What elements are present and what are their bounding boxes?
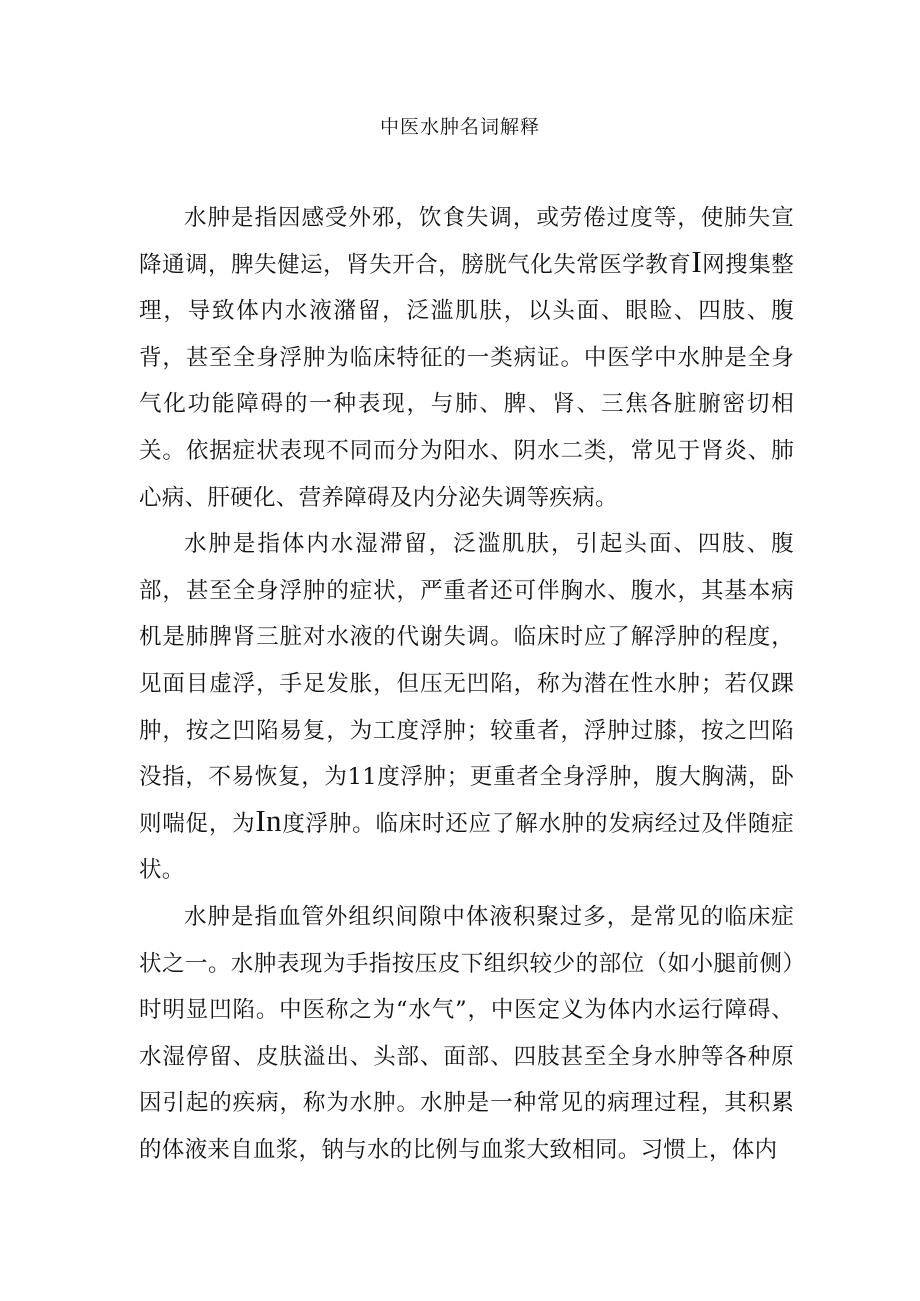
paragraph-2	[139, 521, 794, 894]
paragraph-3	[139, 894, 794, 1174]
paragraph-2-text-b: 度浮肿。临床时还应了解水肿的发病经过及伴随症状。	[139, 810, 794, 884]
paragraph-1-glyph-i: I	[691, 243, 702, 279]
paragraph-3-text-a: 水肿是指血管外组织间隙中体液积聚过多，是常见的临床症状之一。水肿表现为手指按压皮下组织较少的部位（如小腿前侧）时明显凹陷。中医称之为“水气”，中医定义为体内水运行障碍、水湿停留、皮肤溢出、头部、面部、四肢甚至全身水肿等各种原因引起的疾病，称为水肿。水肿是一种常见的病理过程，其积累的体液来自血浆，钠与水的比例与血浆大致相同。习惯上，体内	[139, 903, 794, 1163]
paragraph-2-text-a: 水肿是指体内水湿滞留，泛滥肌肤，引起头面、四肢、腹部，甚至全身浮肿的症状，严重者还可伴胸水、腹水，其基本病机是肺脾肾三脏对水液的代谢失调。临床时应了解浮肿的程度，见面目虚浮，手足发胀，但压无凹陷，称为潜在性水肿；若仅踝肿，按之凹陷易复，为工度浮肿；较重者，浮肿过膝，按之凹陷没指，不易恢复，为11度浮肿；更重者全身浮肿，腹大胸满，卧则喘促，为	[139, 531, 794, 837]
paragraph-2-glyph-in: In	[255, 802, 282, 838]
paragraph-1-text-b: 网搜集整理，导致体内水液潴留，泛滥肌肤，以头面、眼睑、四肢、腹背，甚至全身浮肿为临床特征的一类病证。中医学中水肿是全身气化功能障碍的一种表现，与肺、脾、肾、三焦各脏腑密切相关。依据症状表现不同而分为阳水、阴水二类，常见于肾炎、肺心病、肝硬化、营养障碍及内分泌失调等疾病。	[139, 251, 795, 511]
paragraph-1-text-a: 水肿是指因感受外邪，饮食失调，或劳倦过度等，使肺失宣降通调，脾失健运，肾失开合，膀胱气化失常医学教育	[139, 205, 794, 278]
document-body	[139, 195, 794, 1173]
paragraph-1	[139, 195, 794, 521]
document-title: 中医水肿名词解释	[379, 116, 540, 138]
